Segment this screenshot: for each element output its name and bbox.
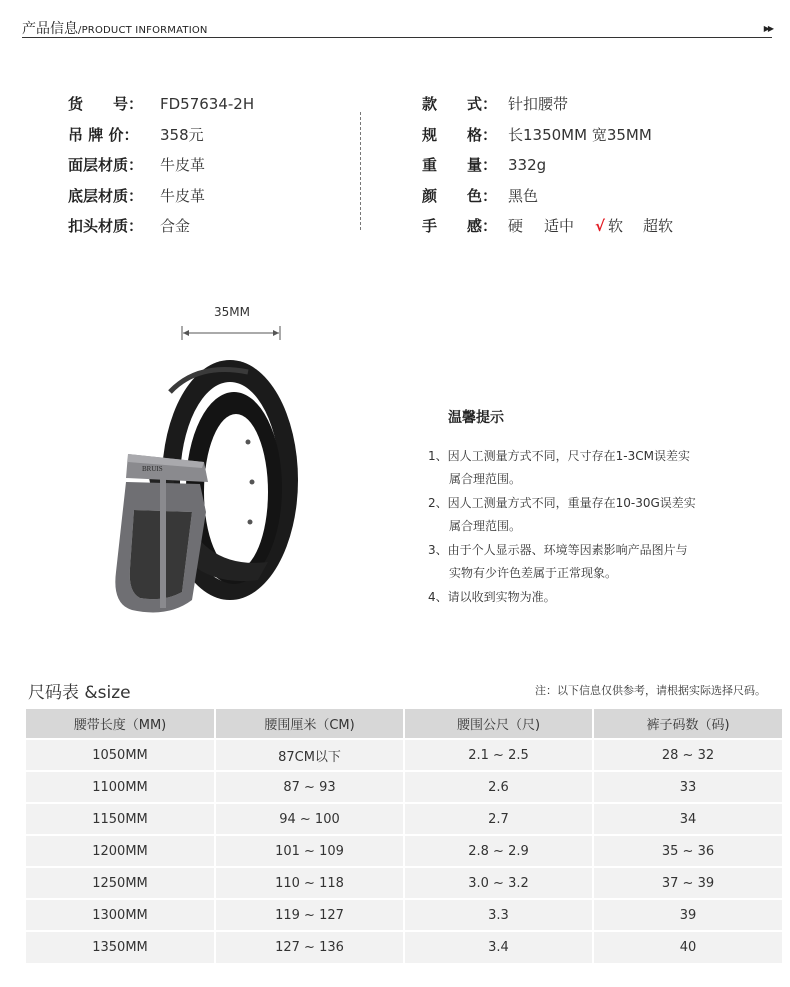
table-cell: 110 ~ 118 [215, 867, 404, 899]
spec-label: 重 量： [422, 156, 498, 174]
tips-title: 温馨提示 [448, 410, 504, 426]
spec-item-buckle-material [68, 216, 328, 236]
size-table [26, 709, 782, 963]
table-cell: 37 ~ 39 [593, 867, 782, 899]
table-cell: 87 ~ 93 [215, 771, 404, 803]
table-cell: 1100MM [26, 771, 215, 803]
spec-item-price [68, 125, 328, 145]
tip-line: 4、请以收到实物为准。 [428, 590, 556, 604]
table-row [26, 867, 782, 899]
spec-label: 吊 牌 价： [68, 126, 139, 144]
size-table-note: 注：以下信息仅供参考，请根据实际选择尺码。 [535, 684, 766, 697]
table-cell: 1300MM [26, 899, 215, 931]
spec-label: 货 号： [68, 95, 144, 113]
header-title-en: /PRODUCT INFORMATION [78, 25, 208, 36]
spec-item-size [422, 125, 742, 145]
tip-item [428, 445, 758, 491]
table-cell: 1150MM [26, 803, 215, 835]
table-cell: 3.0 ~ 3.2 [404, 867, 593, 899]
table-row [26, 931, 782, 963]
spec-value: FD57634-2H [160, 95, 255, 113]
table-cell: 1050MM [26, 739, 215, 771]
spec-value: 牛皮革 [160, 156, 206, 174]
spec-value: 合金 [160, 217, 191, 235]
table-cell: 2.1 ~ 2.5 [404, 739, 593, 771]
size-table-title: 尺码表 &size [28, 683, 131, 703]
column-header: 腰围公尺（尺) [404, 709, 593, 739]
spec-label: 规 格： [422, 126, 498, 144]
table-cell: 87CM以下 [215, 739, 404, 771]
table-cell: 2.8 ~ 2.9 [404, 835, 593, 867]
column-header: 腰围厘米（CM) [215, 709, 404, 739]
spec-label: 款 式： [422, 95, 498, 113]
tip-line-continued: 属合理范围。 [449, 519, 522, 533]
table-header-row [26, 709, 782, 739]
spec-value: 332g [508, 156, 547, 174]
table-cell: 28 ~ 32 [593, 739, 782, 771]
table-cell: 40 [593, 931, 782, 963]
feel-option-medium: 适中 [544, 217, 575, 235]
spec-value: 牛皮革 [160, 187, 206, 205]
column-header: 腰带长度（MM) [26, 709, 215, 739]
spec-item-style [422, 94, 742, 114]
header-title-zh: 产品信息 [22, 21, 78, 37]
table-row [26, 835, 782, 867]
buckle-brand-logo: BRUIS [142, 465, 163, 473]
belt-image [108, 322, 308, 622]
table-cell: 119 ~ 127 [215, 899, 404, 931]
spec-label: 手 感： [422, 217, 498, 235]
column-divider [360, 112, 361, 230]
spec-item-color [422, 186, 742, 206]
table-cell: 101 ~ 109 [215, 835, 404, 867]
feel-option-hard: 硬 [508, 217, 524, 235]
tip-item [428, 492, 758, 538]
spec-label: 扣头材质： [68, 217, 144, 235]
tip-line: 2、因人工测量方式不同，重量存在10-30G误差实 [428, 496, 696, 510]
table-cell: 33 [593, 771, 782, 803]
spec-value: 358元 [160, 126, 204, 144]
spec-label: 面层材质： [68, 156, 144, 174]
spec-item-top-material [68, 155, 328, 175]
spec-item-bottom-material [68, 186, 328, 206]
double-arrow-icon: ▶▶ [763, 24, 772, 33]
check-mark-icon: √ [595, 217, 606, 235]
table-cell: 34 [593, 803, 782, 835]
spec-value: 针扣腰带 [508, 95, 569, 113]
spec-item-feel [422, 216, 742, 236]
spec-label: 底层材质： [68, 187, 144, 205]
table-row [26, 739, 782, 771]
width-dimension-label: 35MM [214, 305, 250, 319]
table-cell: 35 ~ 36 [593, 835, 782, 867]
table-cell: 1200MM [26, 835, 215, 867]
table-cell: 3.3 [404, 899, 593, 931]
table-cell: 127 ~ 136 [215, 931, 404, 963]
table-cell: 39 [593, 899, 782, 931]
table-cell: 3.4 [404, 931, 593, 963]
column-header: 裤子码数（码) [593, 709, 782, 739]
spec-label: 颜 色： [422, 187, 498, 205]
tip-line-continued: 属合理范围。 [449, 472, 522, 486]
table-cell: 94 ~ 100 [215, 803, 404, 835]
tip-line-continued: 实物有少许色差属于正常现象。 [449, 566, 618, 580]
dimension-arrow-icon [182, 326, 280, 340]
tip-line: 1、因人工测量方式不同，尺寸存在1-3CM误差实 [428, 449, 690, 463]
spec-item-weight [422, 155, 742, 175]
feel-option-soft: 软 [608, 217, 624, 235]
spec-item-number [68, 94, 328, 114]
table-row [26, 771, 782, 803]
tip-line: 3、由于个人显示器、环境等因素影响产品图片与 [428, 543, 688, 557]
table-cell: 1250MM [26, 867, 215, 899]
table-cell: 2.6 [404, 771, 593, 803]
table-cell: 1350MM [26, 931, 215, 963]
table-row [26, 899, 782, 931]
table-cell: 2.7 [404, 803, 593, 835]
table-row [26, 803, 782, 835]
spec-value: 长1350MM 宽35MM [508, 126, 652, 144]
tip-item [428, 539, 758, 585]
tip-item [428, 586, 758, 609]
feel-option-extra-soft: 超软 [643, 217, 674, 235]
section-header [22, 18, 772, 38]
spec-value: 黑色 [508, 187, 539, 205]
